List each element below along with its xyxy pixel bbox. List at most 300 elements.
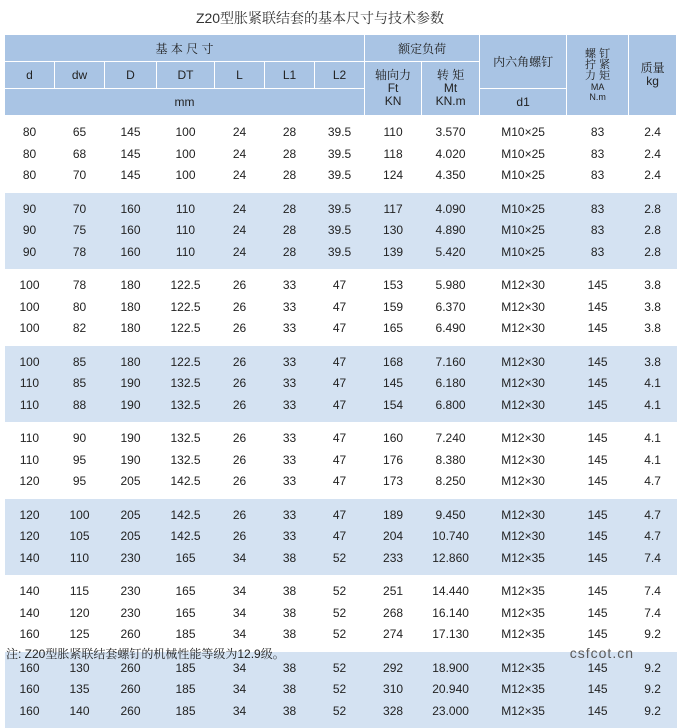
table-cell: 165: [365, 318, 422, 346]
torque-symbol: Mt: [422, 82, 479, 95]
table-cell: 3.8: [629, 318, 677, 346]
table-cell: M10×25: [480, 193, 567, 221]
table-cell: 5.420: [422, 242, 480, 270]
table-cell: 100: [5, 346, 55, 374]
table-cell: 132.5: [157, 450, 215, 472]
col-dw: dw: [55, 62, 105, 89]
table-cell: 145: [567, 450, 629, 472]
table-cell: 292: [365, 652, 422, 680]
table-cell: 310: [365, 679, 422, 701]
table-cell: 47: [315, 422, 365, 450]
table-row: [5, 548, 677, 576]
table-cell: 26: [215, 373, 265, 395]
table-cell: 2.8: [629, 193, 677, 221]
table-cell: 80: [55, 297, 105, 319]
table-cell: 180: [105, 297, 157, 319]
table-cell: 26: [215, 269, 265, 297]
table-cell: M12×30: [480, 373, 567, 395]
table-cell: 173: [365, 471, 422, 499]
table-cell: 145: [105, 165, 157, 193]
table-cell: 83: [567, 144, 629, 166]
table-cell: 33: [265, 395, 315, 423]
screw-torque-header: [567, 35, 629, 116]
table-cell: 47: [315, 499, 365, 527]
table-cell: 2.8: [629, 242, 677, 270]
row-group: [5, 193, 677, 270]
table-row: [5, 242, 677, 270]
table-cell: 23.000: [422, 701, 480, 728]
table-cell: 135: [55, 679, 105, 701]
table-cell: 38: [265, 624, 315, 652]
table-cell: 47: [315, 346, 365, 374]
table-cell: 120: [5, 499, 55, 527]
table-row: [5, 422, 677, 450]
screw-torque-unit: N.m: [567, 92, 628, 102]
table-cell: 83: [567, 242, 629, 270]
table-cell: 75: [55, 220, 105, 242]
table-cell: 7.4: [629, 575, 677, 603]
table-header: [5, 35, 677, 116]
table-cell: 185: [157, 624, 215, 652]
row-group: [5, 116, 677, 193]
table-cell: 132.5: [157, 373, 215, 395]
table-cell: 230: [105, 575, 157, 603]
axial-force-label: 轴向力: [365, 69, 421, 82]
table-cell: 168: [365, 346, 422, 374]
table-cell: 2.4: [629, 116, 677, 144]
table-cell: 4.890: [422, 220, 480, 242]
table-title: Z20型胀紧联结套的基本尺寸与技术参数: [4, 4, 636, 32]
mass-unit: kg: [629, 75, 676, 88]
table-cell: 115: [55, 575, 105, 603]
row-group: [5, 422, 677, 499]
torque-header: [422, 62, 480, 116]
mass-header: [629, 35, 677, 116]
table-cell: 65: [55, 116, 105, 144]
table-cell: 80: [5, 144, 55, 166]
table-cell: 100: [5, 318, 55, 346]
table-cell: 145: [105, 116, 157, 144]
table-cell: 26: [215, 450, 265, 472]
table-cell: 33: [265, 297, 315, 319]
table-cell: 165: [157, 603, 215, 625]
table-row: [5, 395, 677, 423]
row-group: [5, 652, 677, 728]
table-cell: M12×35: [480, 679, 567, 701]
table-cell: 4.7: [629, 499, 677, 527]
footnote: 注: Z20型胀紧联结套螺钉的机械性能等级为12.9级。: [6, 645, 285, 662]
table-cell: 159: [365, 297, 422, 319]
table-cell: 33: [265, 471, 315, 499]
table-cell: 205: [105, 471, 157, 499]
table-cell: 33: [265, 346, 315, 374]
table-cell: 125: [55, 624, 105, 652]
table-cell: 145: [567, 526, 629, 548]
table-cell: 132.5: [157, 422, 215, 450]
rated-load-header: 额定负荷: [365, 35, 480, 62]
table-cell: 38: [265, 575, 315, 603]
table-cell: 145: [567, 297, 629, 319]
table-cell: 3.570: [422, 116, 480, 144]
table-cell: 95: [55, 450, 105, 472]
col-L2: L2: [315, 62, 365, 89]
table-row: [5, 318, 677, 346]
table-cell: 120: [55, 603, 105, 625]
col-D: D: [105, 62, 157, 89]
axial-force-header: [365, 62, 422, 116]
table-cell: 160: [365, 422, 422, 450]
table-cell: 12.860: [422, 548, 480, 576]
table-row: [5, 116, 677, 144]
table-cell: 160: [5, 624, 55, 652]
table-cell: M12×35: [480, 575, 567, 603]
table-cell: 68: [55, 144, 105, 166]
table-cell: 100: [5, 269, 55, 297]
table-row: [5, 220, 677, 242]
table-cell: 145: [567, 471, 629, 499]
table-cell: 38: [265, 679, 315, 701]
table-cell: 9.2: [629, 701, 677, 728]
table-cell: 251: [365, 575, 422, 603]
table-cell: 120: [5, 526, 55, 548]
table-cell: 4.350: [422, 165, 480, 193]
table-cell: 190: [105, 422, 157, 450]
table-row: [5, 297, 677, 319]
table-cell: 4.1: [629, 450, 677, 472]
table-cell: 6.490: [422, 318, 480, 346]
table-cell: 145: [567, 701, 629, 728]
table-cell: 145: [365, 373, 422, 395]
table-cell: 3.8: [629, 346, 677, 374]
table-cell: 52: [315, 603, 365, 625]
table-row: [5, 346, 677, 374]
table-cell: 100: [157, 144, 215, 166]
table-cell: 52: [315, 575, 365, 603]
table-cell: 145: [567, 603, 629, 625]
table-cell: 26: [215, 346, 265, 374]
table-row: [5, 701, 677, 728]
table-cell: 100: [5, 297, 55, 319]
table-cell: 28: [265, 242, 315, 270]
table-cell: 82: [55, 318, 105, 346]
table-cell: 100: [55, 499, 105, 527]
table-cell: M12×30: [480, 450, 567, 472]
table-cell: 233: [365, 548, 422, 576]
screw-torque-symbol: MA: [567, 82, 628, 92]
table-cell: 24: [215, 116, 265, 144]
table-cell: 3.8: [629, 297, 677, 319]
screw-torque-line: 力 矩: [567, 71, 628, 82]
table-cell: 2.4: [629, 165, 677, 193]
table-cell: 100: [157, 116, 215, 144]
table-cell: 47: [315, 297, 365, 319]
torque-unit: KN.m: [422, 95, 479, 108]
table-cell: M12×35: [480, 624, 567, 652]
table-cell: 85: [55, 373, 105, 395]
table-row: [5, 679, 677, 701]
table-cell: M10×25: [480, 165, 567, 193]
table-cell: 205: [105, 526, 157, 548]
table-cell: 9.450: [422, 499, 480, 527]
table-cell: 34: [215, 679, 265, 701]
table-cell: 90: [55, 422, 105, 450]
screw-torque-line: 拧 紧: [567, 60, 628, 71]
table-cell: 180: [105, 269, 157, 297]
table-cell: 118: [365, 144, 422, 166]
table-row: [5, 603, 677, 625]
table-cell: 9.2: [629, 624, 677, 652]
table-cell: 33: [265, 499, 315, 527]
table-cell: 83: [567, 165, 629, 193]
table-cell: 140: [55, 701, 105, 728]
table-cell: M12×35: [480, 548, 567, 576]
d1-header: d1: [480, 89, 567, 116]
table-cell: 130: [365, 220, 422, 242]
table-cell: 145: [567, 575, 629, 603]
table-cell: M12×30: [480, 346, 567, 374]
table-cell: 4.1: [629, 395, 677, 423]
table-cell: 34: [215, 701, 265, 728]
table-cell: 90: [5, 242, 55, 270]
table-cell: 78: [55, 269, 105, 297]
table-cell: 83: [567, 116, 629, 144]
table-cell: 328: [365, 701, 422, 728]
table-cell: 18.900: [422, 652, 480, 680]
table-cell: 90: [5, 220, 55, 242]
row-group: [5, 499, 677, 576]
table-cell: M12×30: [480, 395, 567, 423]
table-cell: 33: [265, 422, 315, 450]
screw-torque-line: 螺 钉: [567, 49, 628, 60]
table-cell: 5.980: [422, 269, 480, 297]
table-cell: 145: [567, 679, 629, 701]
table-cell: M12×30: [480, 471, 567, 499]
table-cell: 142.5: [157, 526, 215, 548]
table-cell: 26: [215, 318, 265, 346]
table-cell: 145: [567, 548, 629, 576]
table-cell: 260: [105, 652, 157, 680]
table-cell: 190: [105, 373, 157, 395]
table-cell: 38: [265, 701, 315, 728]
table-cell: 160: [5, 701, 55, 728]
table-cell: 110: [55, 548, 105, 576]
mass-label: 质量: [629, 62, 676, 75]
table-cell: 52: [315, 624, 365, 652]
table-cell: M12×30: [480, 422, 567, 450]
table-cell: 110: [157, 193, 215, 221]
table-cell: 24: [215, 193, 265, 221]
table-cell: 145: [567, 269, 629, 297]
table-cell: 140: [5, 575, 55, 603]
table-cell: 185: [157, 652, 215, 680]
table-row: [5, 373, 677, 395]
table-cell: 95: [55, 471, 105, 499]
table-cell: 26: [215, 297, 265, 319]
table-cell: 139: [365, 242, 422, 270]
table-cell: 110: [5, 395, 55, 423]
table-cell: 70: [55, 165, 105, 193]
table-cell: M12×30: [480, 499, 567, 527]
table-cell: 204: [365, 526, 422, 548]
table-cell: 20.940: [422, 679, 480, 701]
table-row: [5, 193, 677, 221]
table-cell: 34: [215, 548, 265, 576]
table-cell: 230: [105, 603, 157, 625]
table-row: [5, 575, 677, 603]
table-cell: 4.1: [629, 373, 677, 395]
table-cell: 24: [215, 220, 265, 242]
table-cell: 160: [105, 193, 157, 221]
table-cell: 47: [315, 526, 365, 548]
table-cell: 16.140: [422, 603, 480, 625]
table-cell: 52: [315, 548, 365, 576]
table-cell: 47: [315, 395, 365, 423]
table-cell: 145: [567, 624, 629, 652]
table-cell: 122.5: [157, 318, 215, 346]
table-cell: 105: [55, 526, 105, 548]
table-cell: 3.8: [629, 269, 677, 297]
table-cell: M10×25: [480, 116, 567, 144]
table-cell: 83: [567, 220, 629, 242]
table-cell: M10×25: [480, 242, 567, 270]
table-cell: 145: [105, 144, 157, 166]
table-cell: 88: [55, 395, 105, 423]
table-cell: 39.5: [315, 144, 365, 166]
table-cell: 47: [315, 318, 365, 346]
table-cell: 2.4: [629, 144, 677, 166]
table-cell: 26: [215, 422, 265, 450]
table-cell: 110: [365, 116, 422, 144]
table-cell: 140: [5, 603, 55, 625]
table-cell: 28: [265, 220, 315, 242]
table-cell: 6.800: [422, 395, 480, 423]
table-cell: 85: [55, 346, 105, 374]
table-cell: 24: [215, 165, 265, 193]
table-cell: 78: [55, 242, 105, 270]
table-cell: 8.250: [422, 471, 480, 499]
row-group: [5, 269, 677, 346]
table-cell: 4.090: [422, 193, 480, 221]
table-cell: 165: [157, 548, 215, 576]
table-cell: 39.5: [315, 116, 365, 144]
mm-unit-header: mm: [5, 89, 365, 116]
table-cell: 80: [5, 165, 55, 193]
table-cell: 24: [215, 144, 265, 166]
table-cell: 145: [567, 422, 629, 450]
table-cell: 154: [365, 395, 422, 423]
table-cell: 33: [265, 373, 315, 395]
table-cell: 9.2: [629, 652, 677, 680]
table-cell: 132.5: [157, 395, 215, 423]
table-cell: 28: [265, 165, 315, 193]
table-cell: 122.5: [157, 346, 215, 374]
table-cell: 39.5: [315, 220, 365, 242]
table-cell: 145: [567, 395, 629, 423]
table-cell: 6.180: [422, 373, 480, 395]
table-cell: 90: [5, 193, 55, 221]
table-cell: 10.740: [422, 526, 480, 548]
table-cell: M12×30: [480, 297, 567, 319]
table-cell: 52: [315, 701, 365, 728]
table-cell: 38: [265, 603, 315, 625]
table-cell: 142.5: [157, 499, 215, 527]
table-cell: 39.5: [315, 242, 365, 270]
table-cell: 165: [157, 575, 215, 603]
row-group: [5, 346, 677, 423]
table-cell: 120: [5, 471, 55, 499]
table-cell: 145: [567, 373, 629, 395]
table-cell: M12×35: [480, 701, 567, 728]
table-row: [5, 450, 677, 472]
table-cell: 26: [215, 499, 265, 527]
axial-force-unit: KN: [365, 95, 421, 108]
spec-table: [4, 34, 677, 728]
table-cell: 17.130: [422, 624, 480, 652]
table-cell: 39.5: [315, 165, 365, 193]
table-row: [5, 269, 677, 297]
table-cell: 185: [157, 701, 215, 728]
col-L1: L1: [265, 62, 315, 89]
row-group: [5, 575, 677, 652]
table-cell: 260: [105, 701, 157, 728]
table-cell: 160: [105, 220, 157, 242]
table-cell: 24: [215, 242, 265, 270]
table-cell: 28: [265, 116, 315, 144]
table-cell: 205: [105, 499, 157, 527]
table-cell: 8.380: [422, 450, 480, 472]
table-cell: 117: [365, 193, 422, 221]
table-cell: 110: [5, 373, 55, 395]
table-cell: 110: [157, 220, 215, 242]
table-cell: 185: [157, 679, 215, 701]
table-cell: M12×30: [480, 526, 567, 548]
table-cell: 6.370: [422, 297, 480, 319]
table-cell: 4.1: [629, 422, 677, 450]
watermark: csfcot.cn: [570, 645, 634, 661]
table-row: [5, 471, 677, 499]
table-cell: 7.240: [422, 422, 480, 450]
table-cell: 4.7: [629, 471, 677, 499]
table-cell: 34: [215, 603, 265, 625]
table-cell: 9.2: [629, 679, 677, 701]
table-cell: 52: [315, 652, 365, 680]
table-cell: M12×35: [480, 603, 567, 625]
table-cell: M12×35: [480, 652, 567, 680]
table-cell: 38: [265, 548, 315, 576]
table-cell: 33: [265, 318, 315, 346]
table-cell: 7.4: [629, 548, 677, 576]
table-row: [5, 165, 677, 193]
table-cell: 34: [215, 575, 265, 603]
table-cell: 190: [105, 450, 157, 472]
table-cell: 47: [315, 269, 365, 297]
hex-screw-header: 内六角螺钉: [480, 35, 567, 89]
table-cell: M10×25: [480, 144, 567, 166]
table-cell: 33: [265, 269, 315, 297]
table-cell: 39.5: [315, 193, 365, 221]
table-cell: 145: [567, 346, 629, 374]
table-cell: 47: [315, 373, 365, 395]
table-cell: 130: [55, 652, 105, 680]
table-cell: 83: [567, 193, 629, 221]
table-cell: 180: [105, 346, 157, 374]
table-cell: 260: [105, 624, 157, 652]
table-cell: 160: [5, 652, 55, 680]
table-cell: 110: [157, 242, 215, 270]
table-cell: 180: [105, 318, 157, 346]
table-cell: 38: [265, 652, 315, 680]
table-cell: M12×30: [480, 318, 567, 346]
